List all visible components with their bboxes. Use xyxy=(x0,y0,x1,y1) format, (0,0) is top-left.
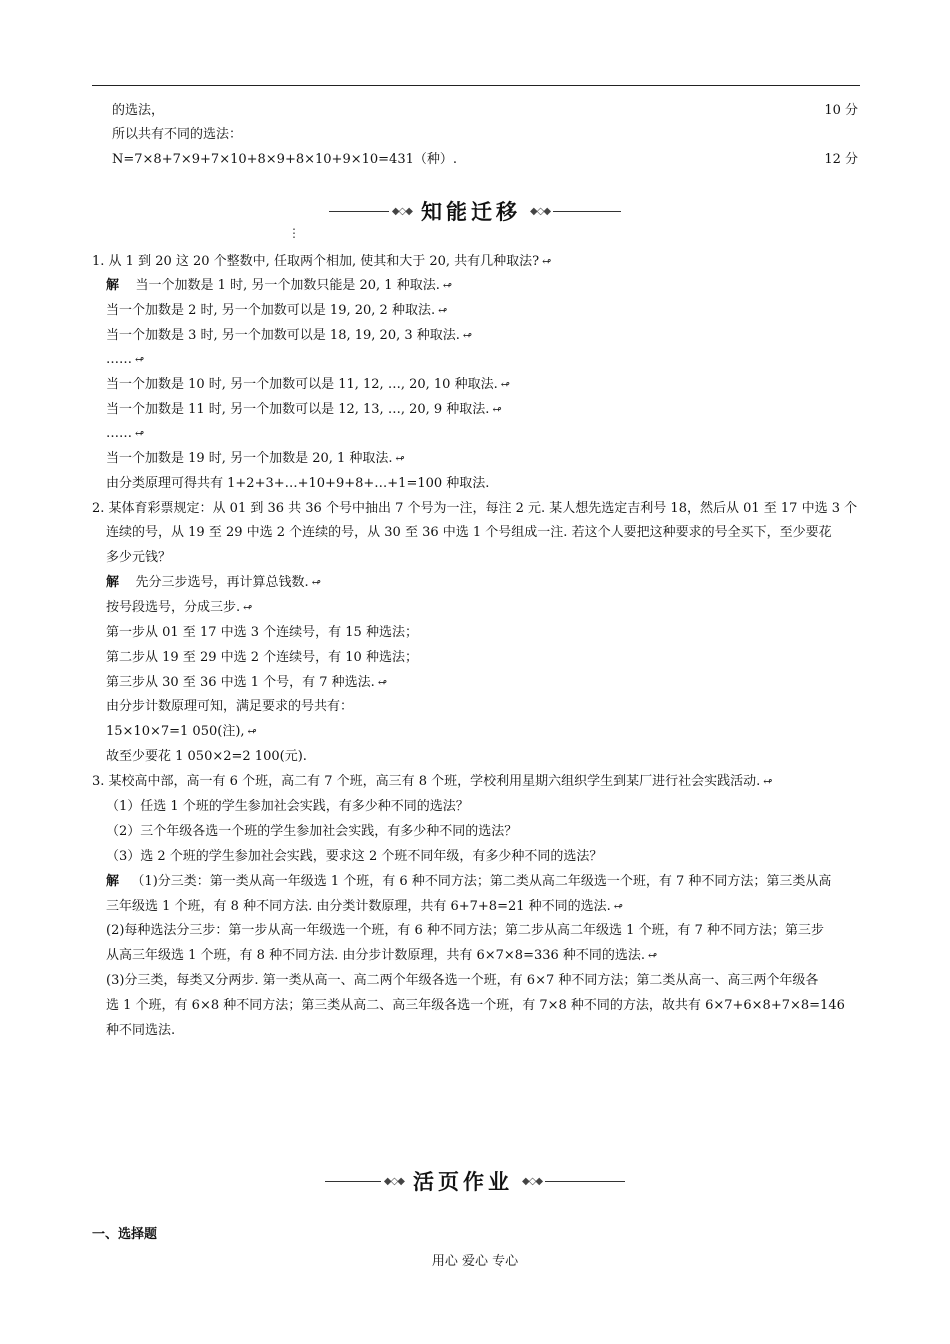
problem-1-answer-3: 当一个加数是 3 时, 另一个加数可以是 18, 19, 20, 3 种取法. ↫ xyxy=(106,328,473,343)
score-12: 12 分 xyxy=(824,152,858,167)
page-footer: 用心 爱心 专心 xyxy=(431,1254,519,1269)
problem-2-answer-2: 按号段选号，分成三步. ↫ xyxy=(106,600,253,615)
title-line-left xyxy=(329,211,389,212)
diamond-ornament-icon: ◆◇◆ xyxy=(383,1175,404,1187)
problem-2-answer-5: 第三步从 30 至 36 中选 1 个号，有 7 种选法. ↫ xyxy=(106,675,388,690)
problem-2-answer-4: 第二步从 19 至 29 中选 2 个连续号，有 10 种选法； xyxy=(106,650,418,665)
swirl-mark-icon: ↫ xyxy=(500,378,510,391)
problem-1-question: 1. 从 1 到 20 这 20 个整数中, 任取两个相加, 使其和大于 20, 共有几种取法? ↫ xyxy=(92,254,552,269)
problem-3-answer-2b: 从高三年级选 1 个班，有 8 种不同方法. 由分步计数原理，共有 6×7×8=336 种不同的选法. ↫ xyxy=(106,948,658,963)
problem-3-answer-1b: 三年级选 1 个班，有 8 种不同方法. 由分类计数原理，共有 6+7+8=21 种不同的选法. ↫ xyxy=(106,899,623,914)
problem-1-ellipsis: …… ↫ xyxy=(106,352,145,367)
swirl-mark-icon: ↫ xyxy=(442,279,453,292)
swirl-mark-icon: ↫ xyxy=(247,725,257,738)
problem-2-question-3: 多少元钱？ xyxy=(106,550,172,565)
header-rule xyxy=(92,85,860,86)
problem-3-answer-3a: (3)分三类，每类又分两步. 第一类从高一、高二两个年级各选一个班，有 6×7 种不同方法；第二类从高一、高三两个年级各 xyxy=(106,973,819,988)
problem-1-ellipsis: …… ↫ xyxy=(106,426,145,441)
problem-2-answer-3: 第一步从 01 至 17 中选 3 个连续号，有 15 种选法； xyxy=(106,625,418,640)
swirl-mark-icon: ↫ xyxy=(438,304,448,317)
section-title-1 xyxy=(0,196,950,226)
problem-1-answer-19: 当一个加数是 19 时, 另一个加数是 20, 1 种取法. ↫ xyxy=(106,451,405,466)
problem-3-sub-3: （3）选 2 个班的学生参加社会实践，要求这 2 个班不同年级，有多少种不同的选法？ xyxy=(106,849,603,864)
problem-2-answer-1: 解 先分三步选号，再计算总钱数. ↫ xyxy=(106,575,321,590)
swirl-mark-icon: ↫ xyxy=(377,676,388,689)
problem-3-answer-2a: (2)每种选法分三步：第一步从高一年级选一个班，有 6 种不同方法；第二步从高二年级选 1 个班，有 7 种不同方法；第三步 xyxy=(106,923,825,938)
title-line-right xyxy=(553,211,621,212)
swirl-mark-icon: ↫ xyxy=(311,576,321,589)
problem-2-answer-7: 15×10×7=1 050(注), ↫ xyxy=(106,724,257,739)
swirl-mark-icon: ↫ xyxy=(763,775,773,788)
problem-1-answer-2: 当一个加数是 2 时, 另一个加数可以是 19, 20, 2 种取法. ↫ xyxy=(106,303,448,318)
score-10: 10 分 xyxy=(824,103,858,118)
top-line-2: 所以共有不同的选法： xyxy=(112,127,243,142)
swirl-mark-icon: ↫ xyxy=(492,403,502,416)
top-line-3: N=7×8+7×9+7×10+8×9+8×10+9×10=431（种）. xyxy=(112,152,457,167)
problem-1-conclusion: 由分类原理可得共有 1+2+3+…+10+9+8+…+1=100 种取法. xyxy=(106,476,490,491)
problem-2-question-2: 连续的号，从 19 至 29 中选 2 个连续的号，从 30 至 36 中选 1 个号组成一注. 若这个人要把这种要求的号全买下，至少要花 xyxy=(106,525,832,540)
swirl-mark-icon: ↫ xyxy=(135,353,145,366)
section-heading-choice: 一、选择题 xyxy=(92,1227,158,1242)
diamond-ornament-icon: ◆◇◆ xyxy=(522,1175,543,1187)
swirl-mark-icon: ↫ xyxy=(613,900,623,913)
colon-mark-icon: ⋮ xyxy=(288,226,300,240)
problem-3-answer-3b: 选 1 个班，有 6×8 种不同方法；第三类从高二、高三年级各选一个班，有 7×8 种不同的方法，故共有 6×7+6×8+7×8=146 xyxy=(106,998,845,1013)
swirl-mark-icon: ↫ xyxy=(243,601,253,614)
problem-3-sub-1: （1）任选 1 个班的学生参加社会实践，有多少种不同的选法？ xyxy=(106,799,469,814)
title-line-left xyxy=(325,1181,381,1182)
section-title-text: 知能迁移 xyxy=(421,200,521,224)
problem-3-question: 3. 某校高中部，高一有 6 个班，高二有 7 个班，高三有 8 个班，学校利用星期六组织学生到某厂进行社会实践活动. ↫ xyxy=(92,774,773,789)
diamond-ornament-icon: ◆◇◆ xyxy=(391,205,412,217)
problem-1-answer-10: 当一个加数是 10 时, 另一个加数可以是 11, 12, …, 20, 10 种取法. ↫ xyxy=(106,377,510,392)
top-line-1: 的选法， xyxy=(112,103,165,118)
problem-3-answer-3c: 种不同选法. xyxy=(106,1023,176,1038)
problem-1-answer-11: 当一个加数是 11 时, 另一个加数可以是 12, 13, …, 20, 9 种取法. ↫ xyxy=(106,402,502,417)
problem-2-answer-6: 由分步计数原理可知，满足要求的号共有： xyxy=(106,699,354,714)
swirl-mark-icon: ↫ xyxy=(542,255,552,268)
swirl-mark-icon: ↫ xyxy=(395,452,405,465)
problem-2-answer-8: 故至少要花 1 050×2=2 100(元). xyxy=(106,749,307,764)
title-line-right xyxy=(545,1181,625,1182)
problem-3-answer-1a: 解 （1)分三类：第一类从高一年级选 1 个班，有 6 种不同方法；第二类从高二年级选一个班，有 7 种不同方法；第三类从高 xyxy=(106,874,832,889)
swirl-mark-icon: ↫ xyxy=(648,949,658,962)
swirl-mark-icon: ↫ xyxy=(135,427,145,440)
section-title-2 xyxy=(0,1166,950,1196)
diamond-ornament-icon: ◆◇◆ xyxy=(530,205,551,217)
section-title-text: 活页作业 xyxy=(413,1170,513,1194)
problem-2-question-1: 2. 某体育彩票规定：从 01 到 36 共 36 个号中抽出 7 个号为一注，每注 2 元. 某人想先选定吉利号 18，然后从 01 至 17 中选 3 个 xyxy=(92,501,858,516)
problem-1-answer-1: 解 当一个加数是 1 时, 另一个加数只能是 20, 1 种取法. ↫ xyxy=(106,278,453,293)
swirl-mark-icon: ↫ xyxy=(462,329,473,342)
problem-3-sub-2: （2）三个年级各选一个班的学生参加社会实践，有多少种不同的选法？ xyxy=(106,824,518,839)
